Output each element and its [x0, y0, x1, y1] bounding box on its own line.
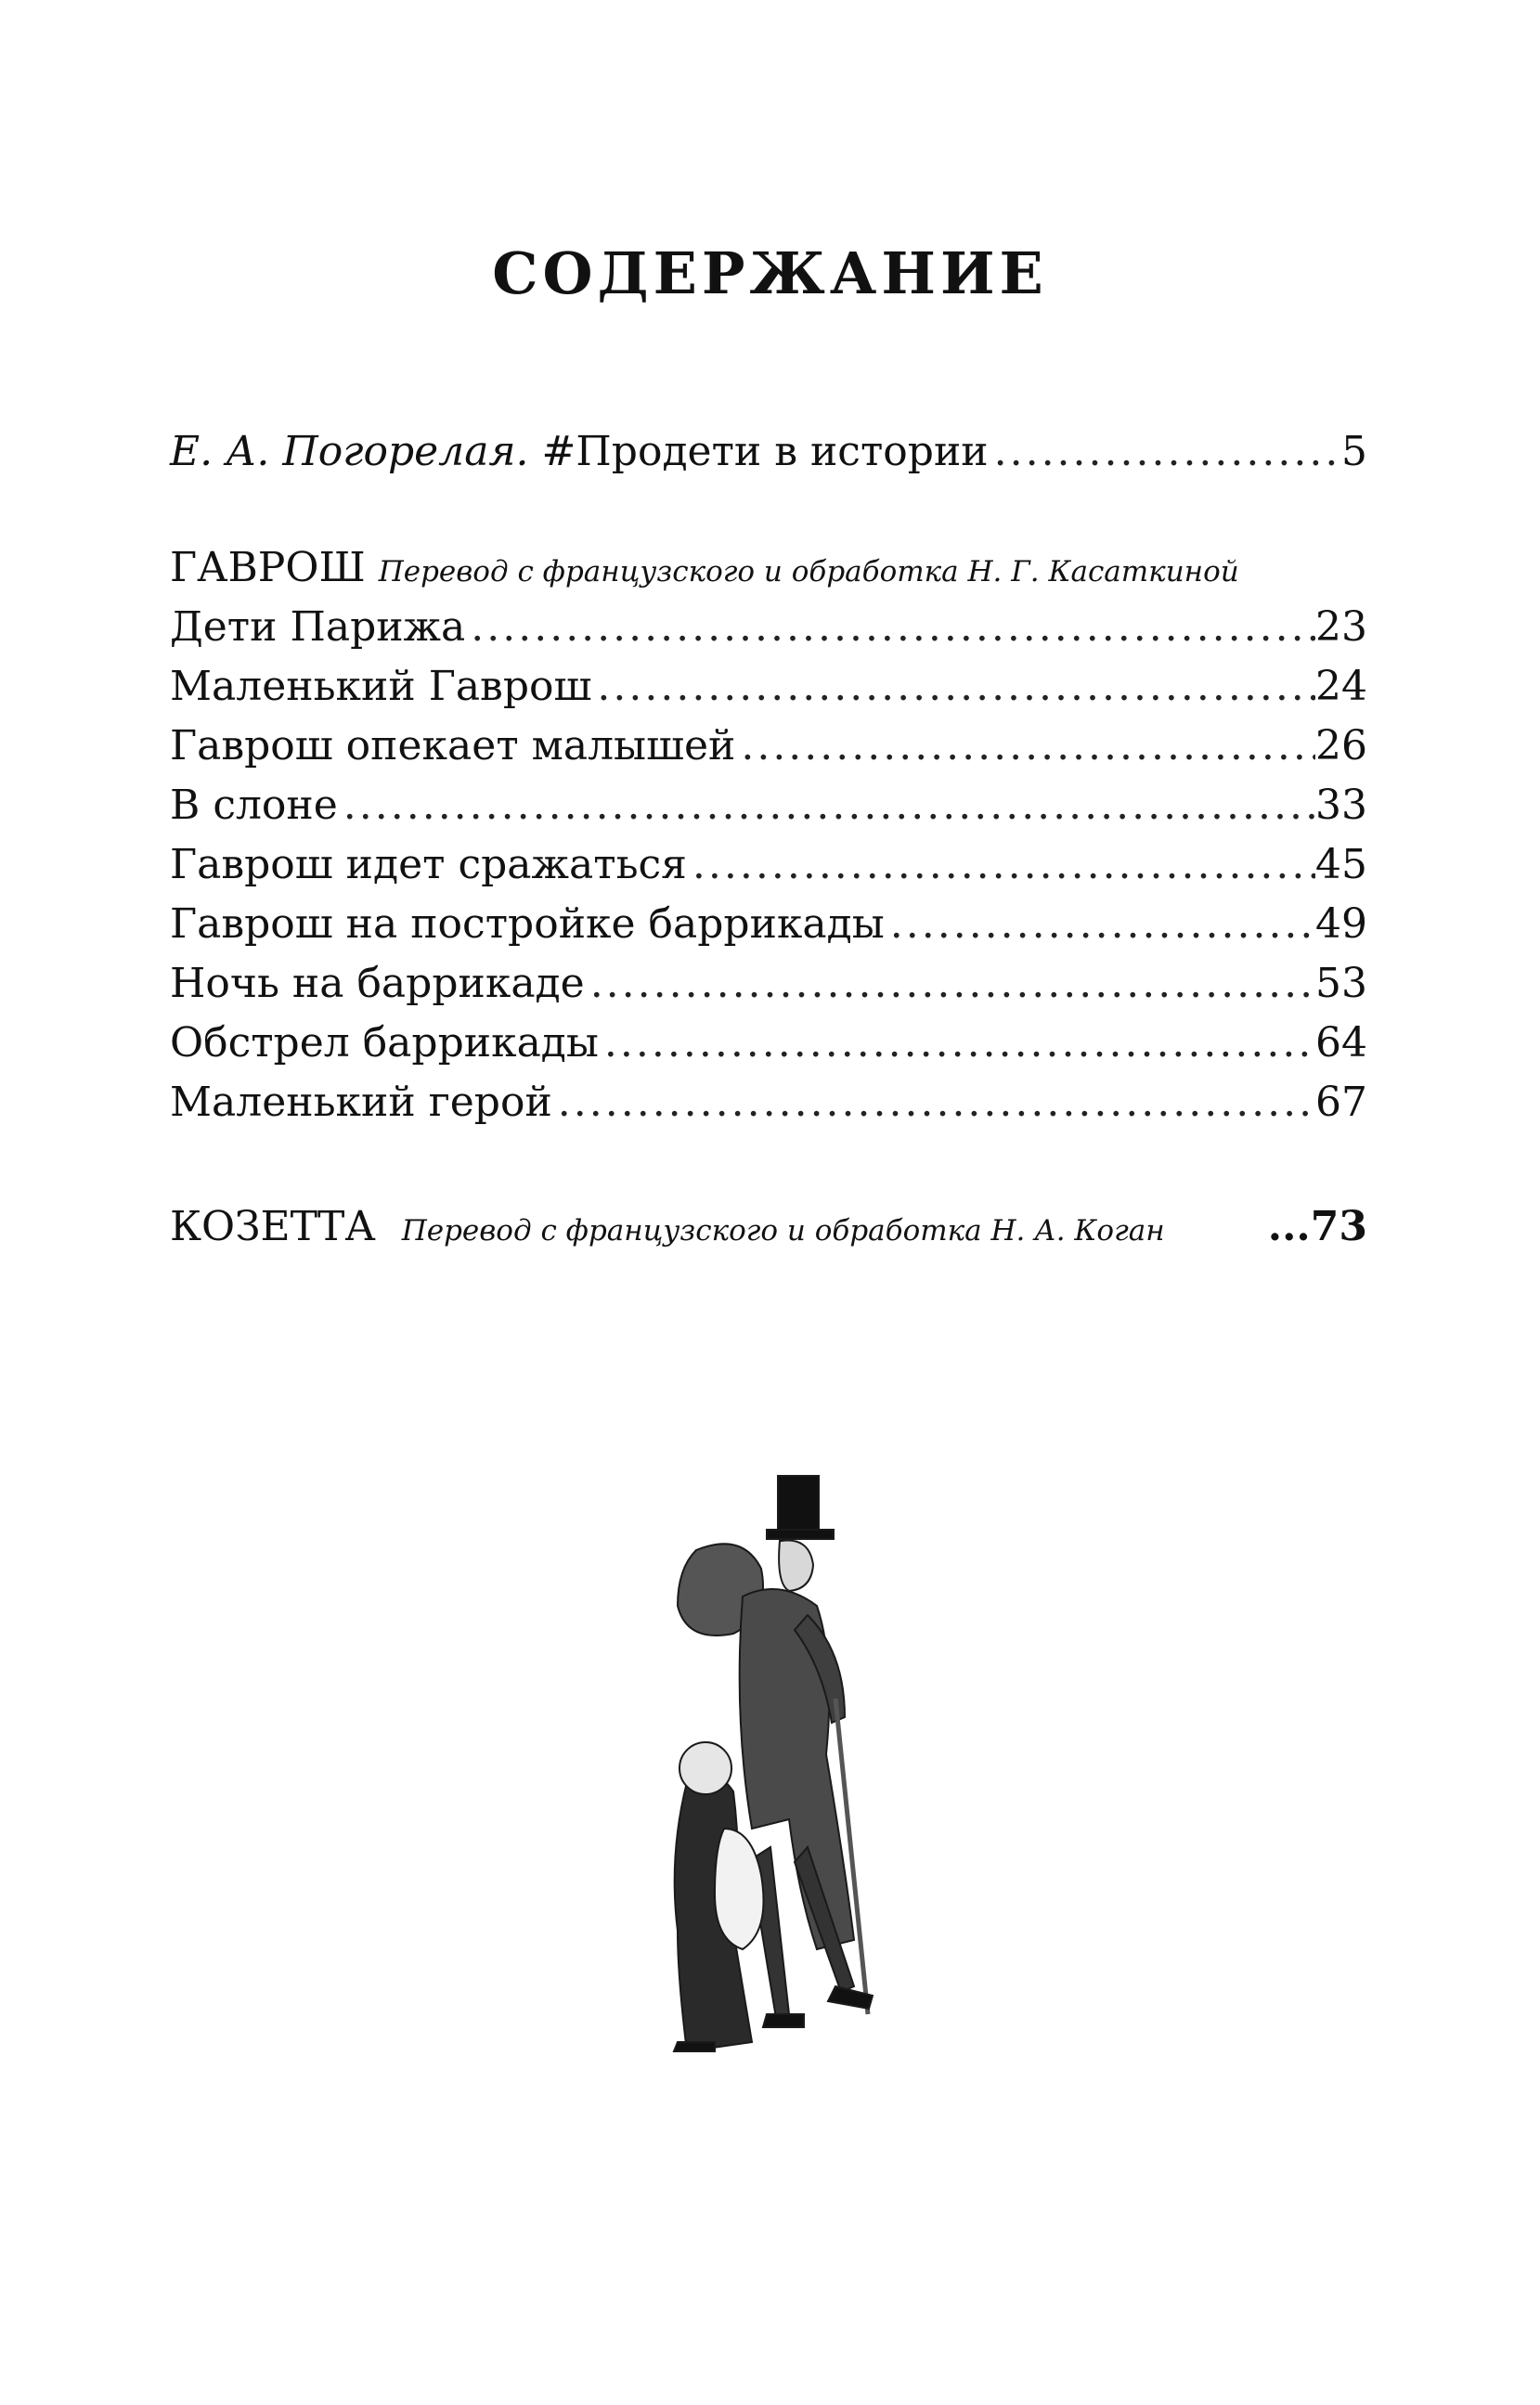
dot-leader [597, 657, 1315, 717]
chapter-title: Ночь на баррикаде [170, 960, 585, 1007]
chapter-title: Гаврош идет сражаться [170, 841, 687, 888]
toc-row[interactable] [170, 835, 1367, 895]
page-number: 67 [1315, 1079, 1367, 1126]
toc-row-intro[interactable] [170, 422, 1367, 482]
page-number: 73 [1310, 1203, 1367, 1250]
toc-row[interactable] [170, 717, 1367, 776]
page-number: 33 [1315, 782, 1367, 829]
intro-author: Е. А. Погорелая. [170, 428, 529, 475]
dot-leader [994, 422, 1341, 482]
chapter-title: Маленький герой [170, 1079, 552, 1126]
page-number: 45 [1315, 841, 1367, 888]
page-number: 53 [1315, 960, 1367, 1007]
dot-leader [692, 835, 1315, 895]
toc-row[interactable] [170, 1073, 1367, 1132]
chapter-title: Обстрел баррикады [170, 1019, 599, 1067]
section-heading-gavroche [170, 538, 1367, 598]
page-number: 64 [1315, 1019, 1367, 1067]
page-number: 5 [1341, 428, 1367, 475]
man-and-child-walking-illustration [585, 1457, 975, 2098]
dot-leader: ... [1267, 1203, 1311, 1250]
page-number: 24 [1315, 663, 1367, 710]
page-number: 49 [1315, 900, 1367, 948]
dot-leader [604, 1014, 1315, 1073]
toc-row[interactable] [170, 598, 1367, 657]
toc-intro-label [170, 422, 994, 482]
toc-cosette-label [170, 1197, 1171, 1261]
intro-title: #Продети в истории [541, 428, 989, 475]
toc-intro [170, 422, 1367, 482]
page-number: 26 [1315, 722, 1367, 769]
toc-row[interactable] [170, 954, 1367, 1014]
translation-note: Перевод с французского и обработка Н. А. Коган [401, 1214, 1165, 1248]
toc-row[interactable] [170, 657, 1367, 717]
chapter-title: Гаврош опекает малышей [170, 722, 736, 769]
toc-row-cosette[interactable] [170, 1197, 1367, 1257]
toc-section-gavroche [170, 538, 1367, 1132]
chapter-title: Дети Парижа [170, 603, 466, 651]
chapter-title: Маленький Гаврош [170, 663, 592, 710]
dot-leader [471, 598, 1315, 657]
chapter-title: Гаврош на постройке баррикады [170, 900, 885, 948]
page-number: 23 [1315, 603, 1367, 651]
toc-row[interactable] [170, 776, 1367, 835]
dot-leader [890, 895, 1315, 954]
dot-leader [741, 717, 1315, 776]
section-title: КОЗЕТТА [170, 1203, 376, 1250]
section-title: ГАВРОШ [170, 544, 366, 591]
toc-row[interactable] [170, 895, 1367, 954]
toc-row[interactable] [170, 1014, 1367, 1073]
dot-leader [590, 954, 1315, 1014]
dot-leader [343, 776, 1315, 835]
toc-section-cosette [170, 1197, 1367, 1257]
dot-leader [558, 1073, 1315, 1132]
chapter-title: В слоне [170, 782, 338, 829]
page-title: СОДЕРЖАНИЕ [492, 239, 1048, 307]
translation-note: Перевод с французского и обработка Н. Г. Касаткиной [378, 555, 1239, 588]
